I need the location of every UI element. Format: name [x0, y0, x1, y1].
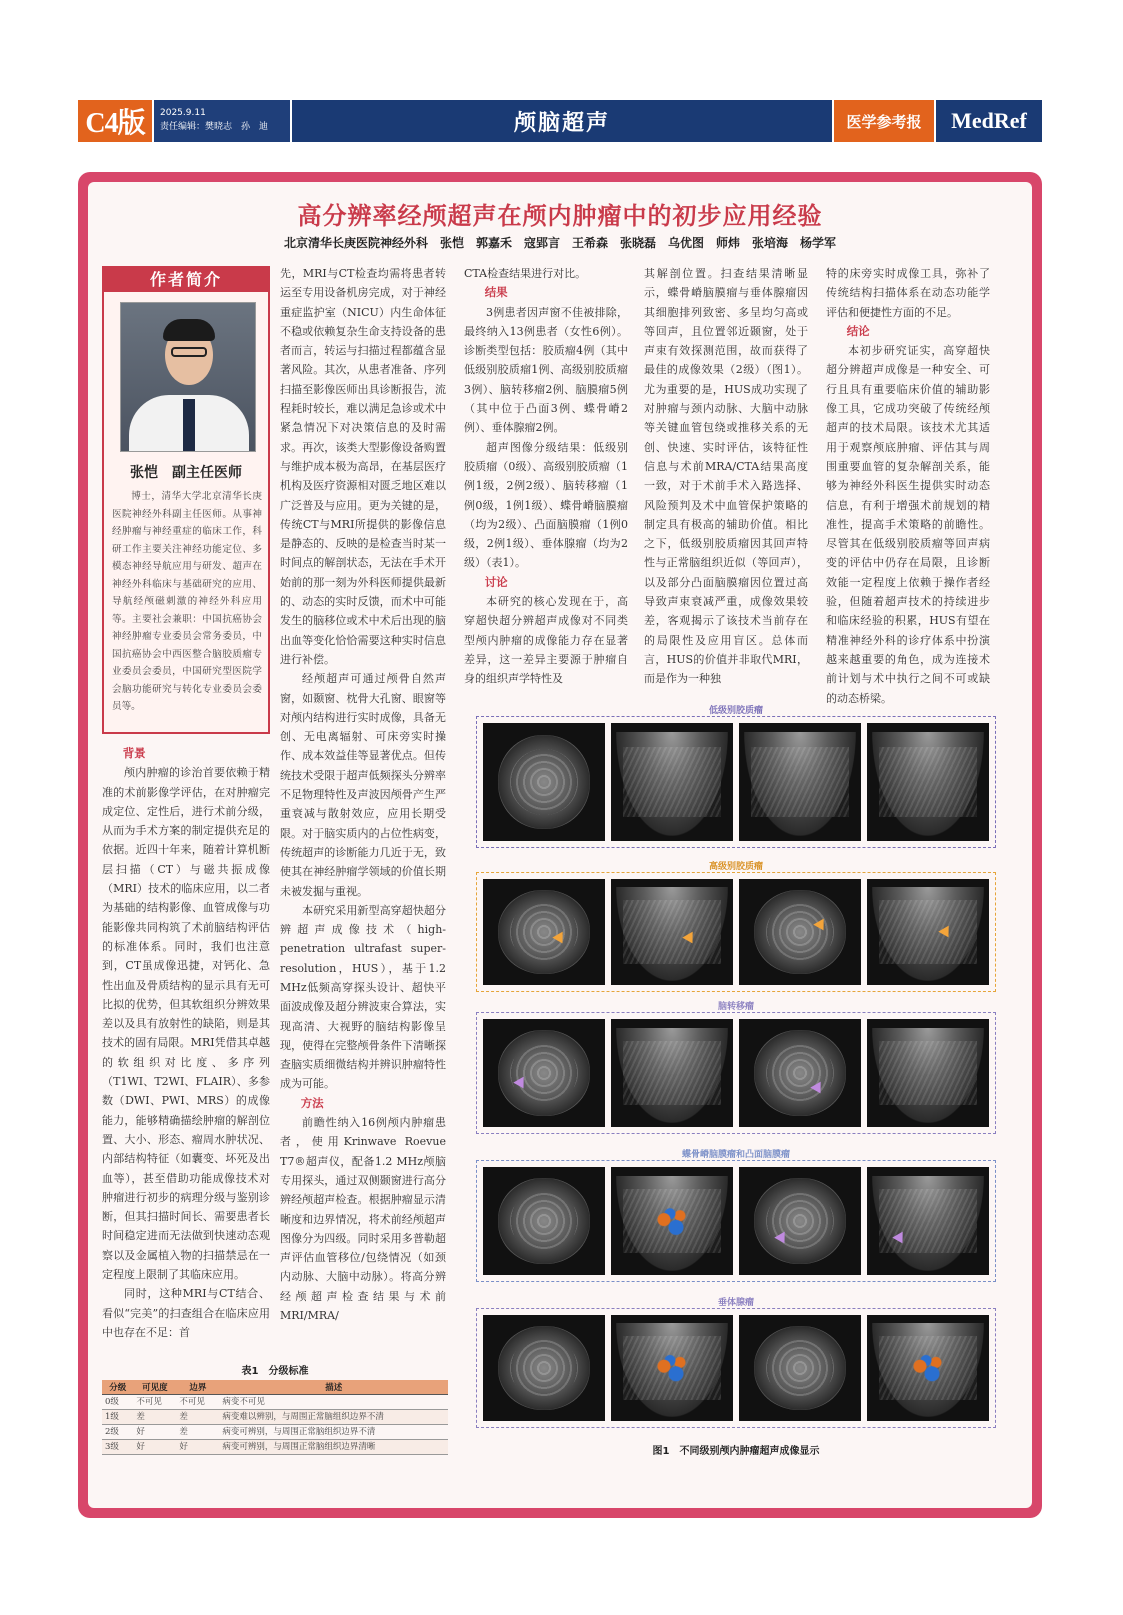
methods-heading: 方法 [300, 1095, 324, 1110]
paragraph: 超声图像分级结果：低级别胶质瘤（0级）、高级别胶质瘤（1例1级，2例2级）、脑转移瘤（1例0级，1例1级）、蝶骨嵴脑膜瘤（均为2级）、凸面脑膜瘤（1例0级，2例1级）、垂体腺瘤（均为2级）（表1）。 [464, 440, 628, 570]
table-row: 2级 好 差 病变可辨别，与周围正常脑组织边界不清 [102, 1425, 448, 1440]
paragraph: 本初步研究证实，高穿超快超分辨超声成像是一种安全、可行且具有重要临床价值的辅助影像工具，它成功突破了传统经颅超声的技术局限。该技术尤其适用于观察颅底肿瘤、评估其与周围重要血管的复杂解剖关系，能够为神经外科医生提供实时动态信息，有利于增强术前规划的精准性，提高手术策略的前瞻性。尽管其在低级别胶质瘤等回声病变的评估中仍存在局限，且诊断效能一定程度上依赖于操作者经验，但随着超声技术的持续进步和临床经验的积累，HUS有望在精准神经外科的诊疗体系中扮演越来越重要的角色，成为连接术前计划与术中执行之间不可或缺的动态桥梁。 [826, 344, 990, 705]
mri-image [739, 1019, 861, 1127]
grading-table [102, 1380, 448, 1455]
arrow-icon [892, 1232, 907, 1247]
article-frame [78, 172, 1042, 1518]
table-row: 1级 差 差 病变难以辨别，与周围正常脑组织边界不清 [102, 1410, 448, 1425]
ultrasound-image [739, 723, 861, 841]
arrow-icon [552, 932, 567, 947]
figure-panel-brain-metastasis [476, 1002, 996, 1134]
article-authors: 北京清华长庚医院神经外科 张恺 郭嘉禾 寇郢言 王希森 张晓磊 乌优图 师炜 张培海 杨学军 [283, 236, 836, 250]
table-row: 3级 好 好 病变可辨别，与周围正常脑组织边界清晰 [102, 1440, 448, 1455]
figure-panel-high-grade-glioma [476, 862, 996, 992]
doppler-ultrasound-image [611, 1315, 733, 1421]
mri-image [483, 1019, 605, 1127]
text-column-5 [826, 264, 990, 708]
article-title: 高分辨率经颅超声在颅内肿瘤中的初步应用经验 [297, 201, 823, 230]
text-column-2 [280, 264, 446, 1325]
background-heading: 背景 [122, 746, 146, 760]
mri-image [483, 723, 605, 841]
editor-credit: 责任编辑：樊晓志 孙 迪 [160, 122, 269, 132]
paragraph: 本研究采用新型高穿超快超分辨超声成像技术（high-penetration ultrafast super-resolution，HUS），基于1.2 MHz低频高穿探头设计、超快平面波成像及超分辨波束合算法，实现高清、大视野的脑结构影像呈现，使得在完整颅骨条件下清晰探查脑实质细微结构并辨识肿瘤特性成为可能。 [280, 903, 446, 1091]
paragraph: 颅内肿瘤的诊治首要依赖于精准的术前影像学评估，在对肿瘤完成定位、定性后，进行术前分级，从而为手术方案的制定提供充足的依据。近四十年来，随着计算机断层扫描（CT）与磁共振成像（MRI）技术的临床应用，以二者为基础的结构影像、血管成像与功能影像共同构筑了术前脑结构评估的标准体系。同时，我们也注意到，CT虽成像迅捷，对钙化、急性出血及骨质结构的显示具有无可比拟的优势，但其软组织分辨效果差以及具有放射性的缺陷，则是其技术的固有局限。MRI凭借其卓越的软组织对比度、多序列（T1WI、T2WI、FLAIR）、多参数（DWI、PWI、MRS）的成像能力，能够精确描绘肿瘤的解剖位置、大小、形态、瘤周水肿状况、内部结构特征（如囊变、坏死及出血等），甚至借助功能成像技术对肿瘤进行初步的病理分级与鉴别诊断，但其扫描时间长、需要患者长时间稳定进而无法做到快速动态观察以及金属植入物的扫描禁忌在一定程度上限制了其临床应用。 [102, 766, 270, 1282]
ct-image [739, 1315, 861, 1421]
figure-panel-label: 低级别胶质瘤 [708, 706, 763, 716]
table-header: 描述 [219, 1380, 448, 1395]
paragraph: 其解剖位置。扫查结果清晰显示，蝶骨嵴脑膜瘤与垂体腺瘤因其细胞排列致密、多呈均匀高或等回声，且位置邻近颞窗，处于声束有效探测范围，故而获得了最佳的成像效果（2级）（图1）。尤为重要的是，HUS成功实现了对肿瘤与颈内动脉、大脑中动脉等关键血管包绕或推移关系的无创、快速、实时评估，该特征性信息与术前MRA/CTA结果高度一致，对于术前手术入路选择、风险预判及术中血管保护策略的制定具有极高的辅助价值。相比之下，低级别胶质瘤因其回声特性与正常脑组织近似（等回声），以及部分凸面脑膜瘤因位置过高导致声束衰减严重，成像效果较差，客观揭示了该技术当前存在的局限性及应用盲区。总体而言，HUS的价值并非取代MRI，而是作为一种独 [644, 267, 808, 686]
mri-image [483, 1167, 605, 1275]
results-heading: 结果 [484, 285, 508, 300]
mri-image [739, 879, 861, 985]
mri-image [739, 1167, 861, 1275]
paragraph: 本研究的核心发现在于，高穿超快超分辨超声成像对不同类型颅内肿瘤的成像能力存在显著差异，这一差异主要源于肿瘤自身的组织声学特性及 [464, 595, 628, 686]
conclusion-heading: 结论 [846, 323, 870, 338]
ultrasound-image [867, 1019, 989, 1127]
page-header [78, 100, 1042, 142]
discussion-heading: 讨论 [484, 574, 508, 589]
author-photo [120, 302, 256, 452]
figure-panel-label: 垂体腺瘤 [717, 1298, 754, 1308]
author-profile-heading: 作者简介 [104, 268, 268, 292]
table-header: 边界 [176, 1380, 219, 1395]
figure-panel-label: 高级别胶质瘤 [708, 862, 763, 872]
text-column-3 [464, 264, 628, 689]
paragraph: 3例患者因声窗不佳被排除，最终纳入13例患者（女性6例）。诊断类型包括：胶质瘤4例（其中低级别胶质瘤1例、高级别胶质瘤3例）、脑转移瘤2例、脑膜瘤5例（其中位于凸面3例、蝶骨嵴2例）、垂体腺瘤2例。 [464, 305, 628, 435]
arrow-icon [938, 925, 953, 940]
ultrasound-image [611, 1019, 733, 1127]
text-column-1 [102, 744, 270, 1342]
figure-panel-meningioma [476, 1150, 996, 1282]
figure-panel-pituitary-adenoma [476, 1298, 996, 1428]
section-title: 颅脑超声 [290, 100, 832, 142]
edition-label: C4版 [78, 100, 152, 142]
figure-panel-label: 脑转移瘤 [717, 1002, 754, 1012]
text-column-4 [644, 264, 808, 689]
article-body [88, 182, 1032, 1508]
paragraph: 经颅超声可通过颅骨自然声窗，如颞窗、枕骨大孔窗、眼窗等对颅内结构进行实时成像，具备无创、无电离辐射、可床旁实时操作、成本效益佳等显著优点。但传统技术受限于超声低频探头分辨率不足物理特性及声波因颅骨产生严重衰减与散射效应，应用长期受限。对于脑实质内的占位性病变，传统超声的诊断能力几近于无，致使其在神经肿瘤学领域的价值长期未被发掘与重视。 [280, 672, 446, 898]
paragraph: 特的床旁实时成像工具，弥补了传统结构扫描体系在动态功能学评估和便捷性方面的不足。 [826, 267, 990, 319]
ultrasound-image [611, 723, 733, 841]
table-row: 0级 不可见 不可见 病变不可见 [102, 1395, 448, 1410]
paragraph: 先，MRI与CT检查均需将患者转运至专用设备机房完成，对于神经重症监护室（NICU）内生命体征不稳或依赖复杂生命支持设备的患者而言，转运与扫描过程都蕴含显著风险。其次，从患者准备、序列扫描至影像医师出具诊断报告，流程耗时较长，难以满足急诊或术中紧急情况下对决策信息的及时需求。再次，该类大型影像设备购置与维护成本极为高昂，在基层医疗机构及医疗资源相对匮乏地区难以广泛普及与应用。更为关键的是，传统CT与MRI所提供的影像信息是静态的、反映的是检查当时某一时间点的解剖状态，无法在手术开始前的那一刻为外科医师提供最新的、动态的实时反馈，而术中可能发生的脑移位或术中术后出现的脑出血等变化恰恰需要这种实时信息进行补偿。 [280, 267, 446, 666]
ultrasound-image [867, 723, 989, 841]
arrow-icon [810, 1081, 825, 1096]
ultrasound-image [611, 879, 733, 985]
paragraph: 同时，这种MRI与CT结合、看似“完美”的扫查组合在临床应用中也存在不足：首 [102, 1287, 270, 1339]
arrow-icon [513, 1077, 528, 1092]
issue-meta [152, 100, 290, 142]
newspaper-brand: 医学参考报 [832, 100, 934, 142]
table-header: 分级 [102, 1380, 133, 1395]
arrow-icon [682, 932, 697, 947]
issue-date: 2025.9.11 [160, 108, 206, 118]
medref-logo: MedRef [934, 100, 1042, 142]
figure-panel-label: 蝶骨嵴脑膜瘤和凸面脑膜瘤 [681, 1150, 790, 1160]
doppler-ultrasound-image [867, 1315, 989, 1421]
table-header: 可见度 [133, 1380, 176, 1395]
figure-panel-low-grade-glioma [476, 706, 996, 848]
author-profile-box [102, 266, 270, 734]
paragraph: CTA检查结果进行对比。 [464, 267, 587, 280]
author-name: 张恺 副主任医师 [130, 465, 242, 481]
arrow-icon [774, 1232, 789, 1247]
author-bio: 博士，清华大学北京清华长庚医院神经外科副主任医师。从事神经肿瘤与神经重症的临床工作，科研工作主要关注神经功能定位、多模态神经导航应用与研发、超声在神经外科临床与基础研究的应用、导航经颅磁刺激的神经外科应用等。主要社会兼职：中国抗癌协会神经肿瘤专业委员会常务委员，中国抗癌协会中西医整合脑胶质瘤专业委员会委员，中国研究型医院学会脑功能研究与转化专业委员会委员等。 [112, 491, 262, 712]
figure-caption: 图1 不同级别颅内肿瘤超声成像显示 [652, 1446, 820, 1457]
doppler-ultrasound-image [611, 1167, 733, 1275]
arrow-icon [813, 919, 828, 934]
paragraph: 前瞻性纳入16例颅内肿瘤患者，使用Krinwave Roevue T7®超声仪，配备1.2 MHz颅脑专用探头，通过双侧颞窗进行高分辨经颅超声检查。根据肿瘤显示清晰度和边界情况，将术前经颅超声图像分为四级。同时采用多普勒超声评估血管移位/包绕情况（如颈内动脉、大脑中动脉）。将高分辨经颅超声检查结果与术前MRI/MRA/ [280, 1116, 446, 1323]
ultrasound-image [867, 1167, 989, 1275]
table-caption: 表1 分级标准 [241, 1366, 309, 1377]
mri-image [483, 879, 605, 985]
ct-image [483, 1315, 605, 1421]
ultrasound-image [867, 879, 989, 985]
